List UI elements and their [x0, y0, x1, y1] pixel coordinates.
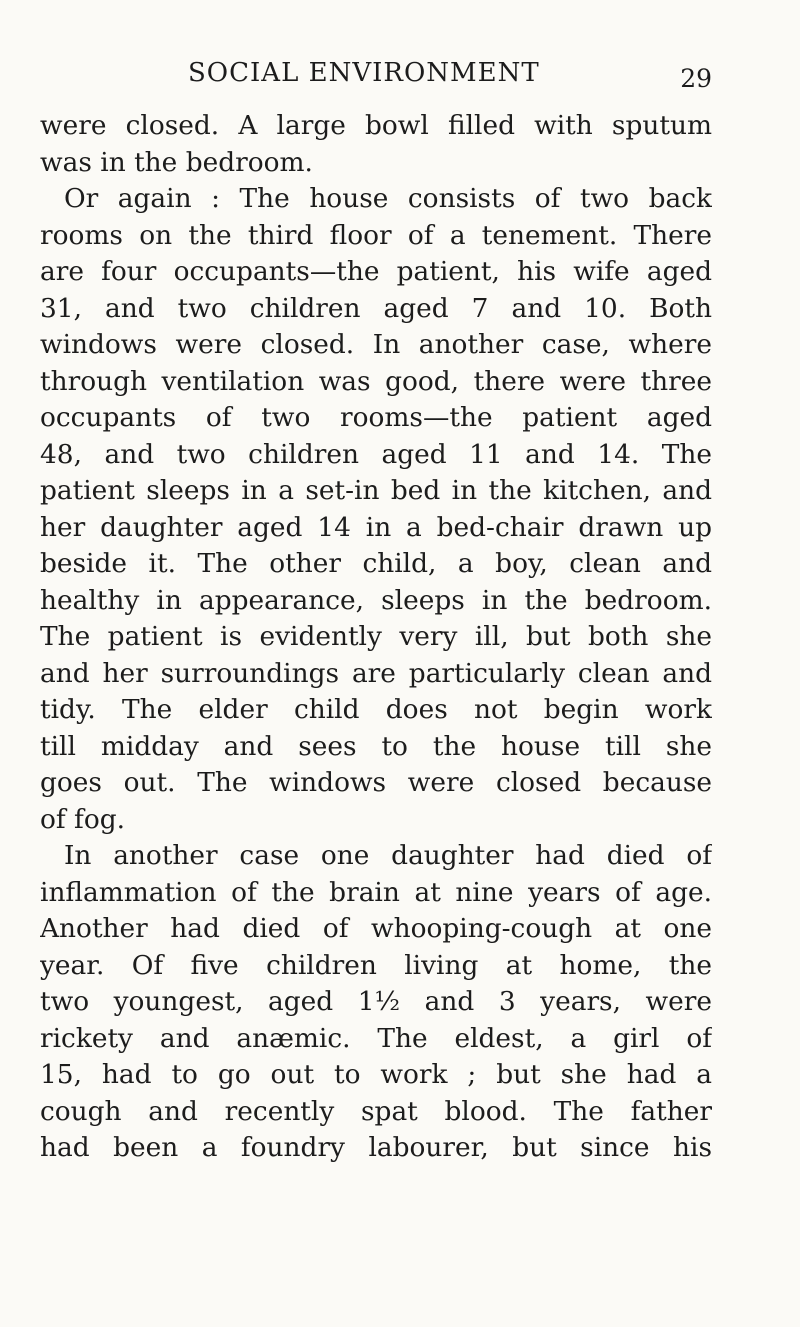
- text-line: Or again : The house consists of two back: [64, 183, 712, 214]
- text-line: through ventilation was good, there were three: [40, 365, 712, 397]
- text-line: cough and recently spat blood. The father: [40, 1095, 712, 1127]
- text-line: were closed. A large bowl filled with sputum: [40, 110, 712, 141]
- text-line: healthy in appearance, sleeps in the bedroom.: [40, 584, 712, 616]
- text-line: goes out. The windows were closed because: [40, 767, 712, 798]
- text-line: was in the bedroom.: [40, 146, 313, 178]
- text-line: had been a foundry labourer, but since his: [40, 1132, 712, 1163]
- text-line: and her surroundings are particularly clean and: [40, 657, 712, 689]
- page-number: 29: [680, 64, 712, 93]
- text-line: 31, and two children aged 7 and 10. Both: [40, 292, 712, 324]
- text-line: beside it. The other child, a boy, clean and: [40, 548, 712, 579]
- body-text: [40, 108, 712, 1167]
- text-line: of fog.: [40, 803, 125, 835]
- book-page: [40, 0, 712, 1327]
- text-line: Another had died of whooping-cough at one: [40, 913, 712, 944]
- text-line: occupants of two rooms—the patient aged: [40, 402, 712, 433]
- text-line: tidy. The elder child does not begin work: [40, 694, 712, 725]
- text-line: In another case one daughter had died of: [64, 840, 712, 871]
- text-line: are four occupants—the patient, his wife aged: [40, 256, 712, 287]
- running-title: SOCIAL ENVIRONMENT: [188, 58, 540, 88]
- page-header: [40, 56, 712, 92]
- text-line: patient sleeps in a set-in bed in the kitchen, and: [40, 475, 712, 506]
- text-line: 15, had to go out to work ; but she had a: [40, 1059, 712, 1090]
- text-line: her daughter aged 14 in a bed-chair drawn up: [40, 511, 712, 543]
- text-line: rooms on the third floor of a tenement. There: [40, 219, 712, 251]
- text-line: The patient is evidently very ill, but both she: [40, 621, 712, 652]
- text-line: year. Of five children living at home, the: [40, 949, 712, 981]
- text-line: till midday and sees to the house till she: [40, 730, 712, 762]
- text-line: windows were closed. In another case, where: [40, 329, 712, 360]
- text-line: inflammation of the brain at nine years of age.: [40, 876, 712, 908]
- text-line: 48, and two children aged 11 and 14. The: [40, 438, 712, 470]
- text-line: rickety and anæmic. The eldest, a girl of: [40, 1022, 712, 1054]
- text-line: two youngest, aged 1½ and 3 years, were: [40, 986, 712, 1017]
